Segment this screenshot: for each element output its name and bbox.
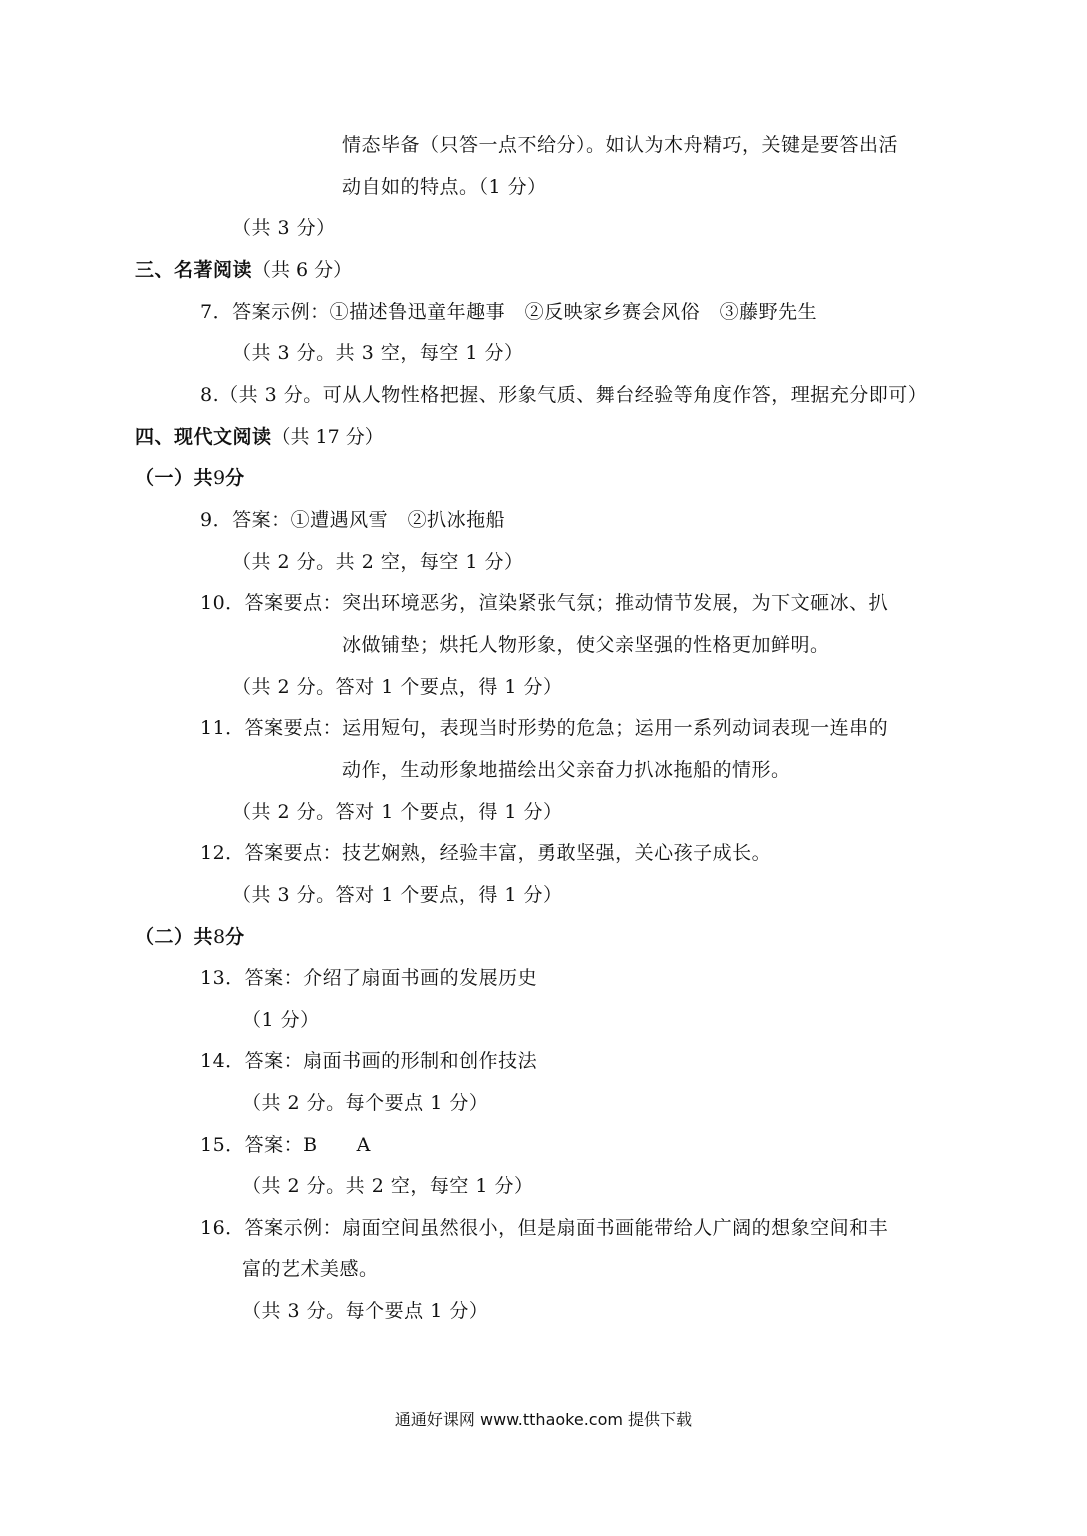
part1-num: 9	[213, 467, 226, 489]
page-footer: 通通好课网 www.tthaoke.com 提供下载	[394, 1410, 693, 1429]
q9-score: （共 2 分。共 2 空，每空 1 分）	[232, 551, 524, 573]
q13-answer: 13．答案：介绍了扇面书画的发展历史	[200, 967, 538, 989]
part2-num: 8	[213, 926, 226, 948]
q11-score: （共 2 分。答对 1 个要点，得 1 分）	[232, 801, 563, 823]
q14-answer: 14．答案：扇面书画的形制和创作技法	[200, 1050, 538, 1072]
q7-score: （共 3 分。共 3 空，每空 1 分）	[232, 342, 524, 364]
continuation-line-2: 动自如的特点。（1 分）	[342, 176, 547, 198]
part1-unit: 分	[225, 467, 245, 489]
q14-score: （共 2 分。每个要点 1 分）	[242, 1092, 489, 1114]
q12-score: （共 3 分。答对 1 个要点，得 1 分）	[232, 884, 563, 906]
q16-line-1: 16．答案示例：扇面空间虽然很小，但是扇面书画能带给人广阔的想象空间和丰	[200, 1217, 889, 1239]
section4-title: 四、现代文阅读	[135, 426, 272, 448]
q11-line-1: 11．答案要点：运用短句，表现当时形势的危急；运用一系列动词表现一连串的	[200, 717, 889, 739]
q15-answer: 15．答案：B A	[200, 1134, 371, 1156]
section3-title: 三、名著阅读	[135, 259, 253, 281]
q11-line-2: 动作，生动形象地描绘出父亲奋力扒冰拖船的情形。	[342, 759, 791, 781]
q13-score: （1 分）	[242, 1009, 320, 1031]
part2-unit: 分	[225, 926, 245, 948]
q10-score: （共 2 分。答对 1 个要点，得 1 分）	[232, 676, 563, 698]
section4-score: （共 17 分）	[271, 426, 384, 448]
continuation-total: （共 3 分）	[232, 217, 336, 239]
part1-label: （一）共	[135, 467, 214, 489]
q12-answer: 12．答案要点：技艺娴熟，经验丰富，勇敢坚强，关心孩子成长。	[200, 842, 772, 864]
q10-line-1: 10．答案要点：突出环境恶劣，渲染紧张气氛；推动情节发展，为下文砸冰、扒	[200, 592, 889, 614]
part2-heading	[135, 924, 245, 950]
q10-line-2: 冰做铺垫；烘托人物形象，使父亲坚强的性格更加鲜明。	[342, 634, 830, 656]
section4-heading	[135, 424, 384, 450]
section3-heading	[135, 257, 352, 283]
part1-heading	[135, 465, 245, 491]
q9-answer: 9．答案：①遭遇风雪 ②扒冰拖船	[200, 509, 506, 531]
q16-score: （共 3 分。每个要点 1 分）	[242, 1300, 489, 1322]
q15-score: （共 2 分。共 2 空，每空 1 分）	[242, 1175, 534, 1197]
part2-label: （二）共	[135, 926, 214, 948]
q7-answer: 7．答案示例：①描述鲁迅童年趣事 ②反映家乡赛会风俗 ③藤野先生	[200, 301, 818, 323]
continuation-line-1: 情态毕备（只答一点不给分）。如认为木舟精巧，关键是要答出活	[342, 134, 899, 156]
q16-line-2: 富的艺术美感。	[242, 1258, 379, 1280]
section3-score: （共 6 分）	[252, 259, 353, 281]
q8-answer: 8.（共 3 分。可从人物性格把握、形象气质、舞台经验等角度作答，理据充分即可）	[200, 384, 928, 406]
